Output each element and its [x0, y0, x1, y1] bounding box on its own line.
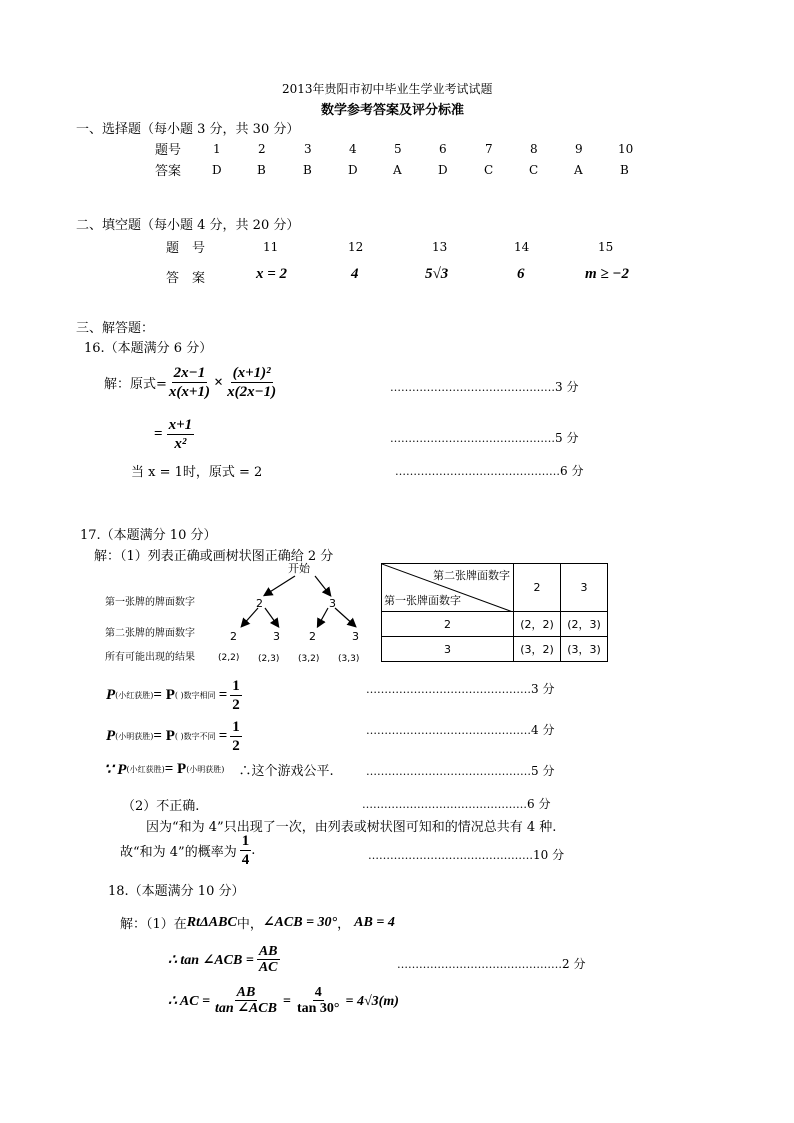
q16-dots1: ………………………………………3 分 — [390, 380, 579, 394]
q17-score6: 6 分 — [527, 797, 551, 811]
s1-number-cell: 8 — [530, 142, 538, 156]
q17-p1-num: 1 — [232, 678, 240, 694]
s1-number-cell: 9 — [575, 142, 583, 156]
tree-l2-c: 2 — [309, 630, 316, 643]
s2-number-cell: 11 — [263, 240, 279, 254]
q17-part2: （2）不正确. — [122, 799, 200, 814]
q18-l3-num2: 4 — [314, 985, 322, 1000]
s2-answer-cell: m ≥ −2 — [585, 266, 629, 282]
page-subtitle: 数学参考答案及评分标准 — [321, 103, 465, 118]
q17-score3: 3 分 — [531, 682, 555, 696]
s1-number-cell: 4 — [349, 142, 357, 156]
tree-l2-b: 3 — [273, 630, 280, 643]
q16-frac2-num: (x+1)² — [232, 365, 271, 381]
s2-answer-label: 答 案 — [166, 271, 206, 286]
table-corner-cell — [382, 564, 514, 612]
s2-answer-cell: 5√3 — [425, 266, 449, 282]
q17-dots3: ………………………………………3 分 — [366, 682, 555, 696]
q17-heading: 17.（本题满分 10 分） — [80, 528, 217, 543]
s1-answer-cell: C — [529, 163, 539, 177]
q16-score3: 6 分 — [560, 464, 584, 478]
q17-tree-diagram — [100, 560, 380, 670]
q17-p2: P (小明获胜) = P ( )数字不同 = $\frac{1}{2}$ — [106, 719, 240, 754]
section2-heading: 二、填空题（每小题 4 分，共 20 分） — [76, 218, 300, 233]
s1-number-cell: 5 — [394, 142, 402, 156]
q18-heading: 18.（本题满分 10 分） — [108, 884, 245, 899]
table-cell: (2，2) — [514, 612, 561, 637]
q18-score2: 2 分 — [562, 957, 586, 971]
tree-l1-b: 3 — [329, 597, 336, 610]
table-row-head: 2 — [382, 612, 514, 637]
q18-dots2: ………………………………………2 分 — [397, 957, 586, 971]
table-cell: (2，3) — [561, 612, 608, 637]
tree-start: 开始 — [288, 562, 310, 575]
s2-number-label: 题 号 — [166, 241, 206, 256]
q16-prefix: 解：原式= — [104, 377, 167, 393]
q16-dots3: ………………………………………6 分 — [395, 464, 584, 478]
tree-result-a: (2,2) — [218, 653, 240, 663]
q16-score1: 3 分 — [555, 380, 579, 394]
s1-number-cell: 7 — [485, 142, 493, 156]
q16-frac3-den: x² — [174, 435, 187, 452]
q17-dots5: ………………………………………5 分 — [366, 764, 555, 778]
q17-dots6: ………………………………………6 分 — [362, 797, 551, 811]
tree-l1-a: 2 — [256, 597, 263, 610]
q17-conc-num: 1 — [241, 833, 250, 849]
q18-l3-num1: AB — [236, 985, 256, 1000]
q17-p3: ∵ P (小红获胜) = P (小明获胜) ∴这个游戏公平. — [104, 761, 334, 779]
q16-heading: 16.（本题满分 6 分） — [84, 341, 213, 356]
q17-conc-den: 4 — [241, 851, 250, 868]
q17-p2-den: 2 — [232, 737, 240, 754]
q17-p2-num: 1 — [232, 719, 240, 735]
s1-number-cell: 6 — [439, 142, 447, 156]
tree-result-b: (2,3) — [258, 654, 280, 664]
s1-answer-cell: D — [212, 163, 222, 177]
s2-answer-cell: 6 — [517, 266, 525, 282]
s1-number-cell: 2 — [258, 142, 266, 156]
s2-number-cell: 14 — [514, 240, 530, 254]
q17-line1: 解：（1）列表正确或画树状图正确给 2 分 — [94, 549, 334, 564]
section3-heading: 三、解答题： — [76, 321, 155, 336]
table-row-head: 3 — [382, 637, 514, 662]
table-col-head: 2 — [514, 564, 561, 612]
tree-result-c: (3,2) — [298, 654, 320, 664]
table-col-head: 3 — [561, 564, 608, 612]
table-cell: (3，3) — [561, 637, 608, 662]
tree-l2-a: 2 — [230, 630, 237, 643]
q17-dots10: ………………………………………10 分 — [368, 848, 565, 862]
q16-line3: 当 x = 1时，原式 = 2 — [131, 465, 263, 480]
s1-answer-cell: B — [303, 163, 312, 177]
q16-score2: 5 分 — [555, 431, 579, 445]
q17-reason: 因为“和为 4”只出现了一次，由列表或树状图可知和的情况总共有 4 种. — [146, 820, 557, 835]
table-header-bottom: 第一张牌面数字 — [384, 594, 461, 607]
q18-line3: ∴ AC = $\frac{AB}{\text{tan ∠ACB}}$ = $\frac{4}{\tan 30^\circ}$ = 4√3(m) — [168, 985, 399, 1017]
q16-frac2-den: x(2x−1) — [227, 383, 277, 400]
q17-score5: 5 分 — [531, 764, 555, 778]
s1-answer-cell: C — [484, 163, 494, 177]
q18-l2-den: AC — [258, 960, 278, 976]
s1-answer-cell: B — [257, 163, 266, 177]
s1-number-cell: 10 — [618, 142, 634, 156]
q18-line1: 解：（1）在 RtΔABC 中， ∠ACB = 30° ， AB = 4 — [120, 914, 395, 932]
s1-answer-cell: D — [438, 163, 448, 177]
s2-answer-cell: 4 — [351, 266, 359, 282]
q18-line2: ∴ tan ∠ACB = $\frac{AB}{AC}$ — [168, 944, 278, 976]
s1-answer-cell: A — [574, 163, 583, 177]
tree-label-first: 第一张牌的牌面数字 — [105, 597, 195, 608]
q16-eq: = — [154, 426, 163, 443]
q17-conclusion: 故“和为 4”的概率为 $\frac{1}{4}$ . — [120, 833, 256, 868]
tree-l2-d: 3 — [352, 630, 359, 643]
q16-line2 — [154, 417, 194, 453]
q18-l2-num: AB — [258, 944, 278, 959]
tree-label-second: 第二张牌的牌面数字 — [105, 628, 195, 639]
section1-heading: 一、选择题（每小题 3 分，共 30 分） — [76, 122, 300, 137]
s2-answer-cell: x = 2 — [256, 266, 288, 282]
s1-answer-cell: D — [348, 163, 358, 177]
s1-answer-cell: B — [620, 163, 629, 177]
s1-number-cell: 3 — [304, 142, 312, 156]
q18-l3-den2: tan 30° — [296, 1001, 340, 1017]
q17-outcome-table — [381, 563, 608, 662]
q17-dots4: ………………………………………4 分 — [366, 723, 555, 737]
q18-l3-den1: tan ∠ACB — [215, 1001, 277, 1017]
q17-p1: P (小红获胜) = P ( )数字相同 = $\frac{1}{2}$ — [106, 678, 240, 713]
s1-answer-cell: A — [393, 163, 402, 177]
s2-number-cell: 12 — [348, 240, 364, 254]
q16-frac3-num: x+1 — [168, 417, 193, 433]
table-header-top: 第二张牌面数字 — [433, 569, 510, 582]
s1-number-label: 题号 — [155, 143, 182, 158]
s1-number-cell: 1 — [213, 142, 221, 156]
s1-answer-label: 答案 — [155, 164, 182, 179]
table-cell: (3，2) — [514, 637, 561, 662]
s2-number-cell: 13 — [432, 240, 448, 254]
page-title: 2013年贵阳市初中毕业生学业考试试题 — [282, 82, 493, 96]
q16-line1 — [104, 365, 278, 401]
q17-score4: 4 分 — [531, 723, 555, 737]
q16-frac1-den: x(x+1) — [168, 383, 210, 400]
s2-number-cell: 15 — [598, 240, 614, 254]
q17-p1-den: 2 — [232, 696, 240, 713]
q16-dots2: ………………………………………5 分 — [390, 431, 579, 445]
q16-frac1-num: 2x−1 — [173, 365, 206, 381]
q16-times: × — [213, 373, 224, 391]
tree-label-results: 所有可能出现的结果 — [105, 652, 195, 663]
q17-score10: 10 分 — [533, 848, 565, 862]
tree-result-d: (3,3) — [338, 654, 360, 664]
